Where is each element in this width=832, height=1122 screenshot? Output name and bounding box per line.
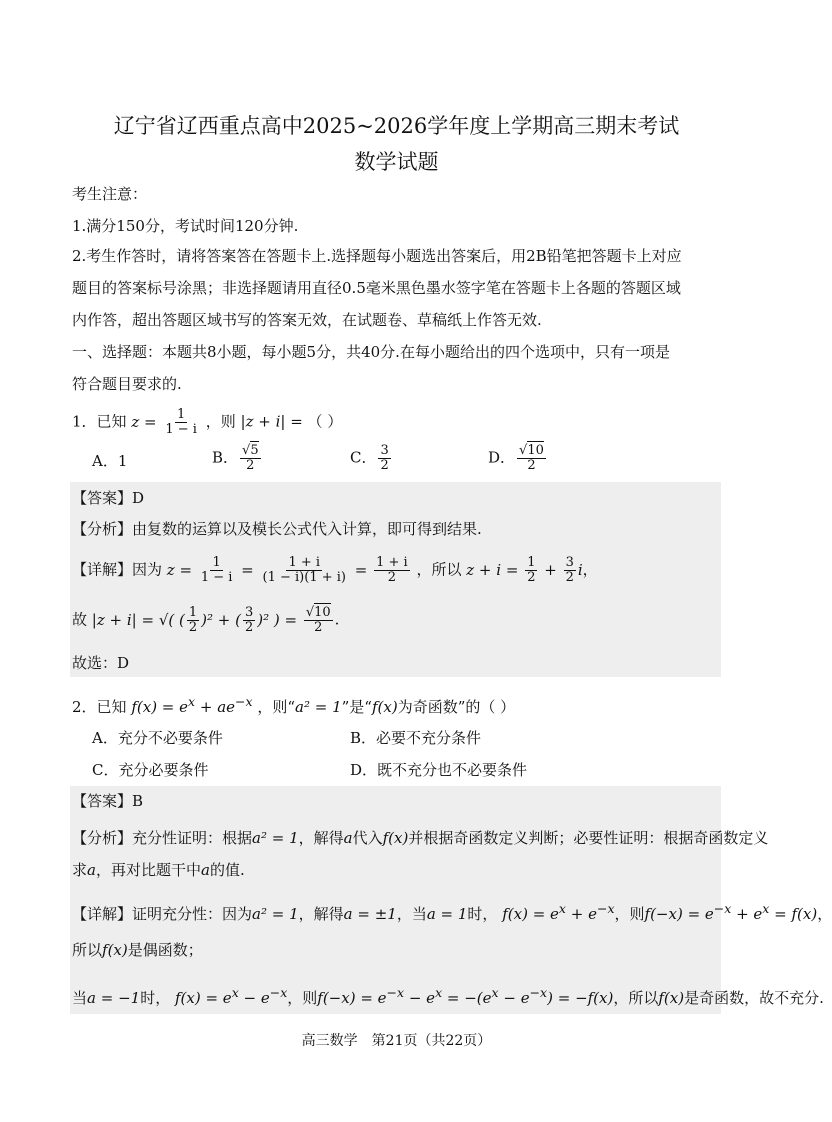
notice-item-2-line-2: 题目的答案标号涂黑；非选择题请用直径0.5毫米黑色墨水签字笔在答题卡上各题的答题区域: [72, 279, 681, 297]
q1-stem-suffix: （ ）: [307, 412, 343, 431]
q1-stem-mid: ，则: [205, 412, 236, 431]
q1-answer: 【答案】D: [72, 489, 145, 507]
page-footer: 高三数学 第21页（共22页）: [301, 1033, 492, 1049]
q1-z-formula: z = $\frac{1}{1 - i}$: [131, 407, 197, 437]
q1-conclusion: 故选：D: [72, 654, 130, 672]
section-heading-line-1: 一、选择题：本题共8小题，每小题5分，共40分.在每小题给出的四个选项中，只有一项是: [72, 343, 670, 361]
q2-detail-line-1: 【详解】证明充分性：因为a² = 1，解得a = ±1，当a = 1时， $f(x) = e^x + e^{-x}$，则$f(-x) = e^{-x} + e^x = f(x)$，: [72, 901, 832, 923]
q1-modulus-expr: |z + i| =: [240, 412, 303, 431]
q1-stem-prefix: 1．已知: [72, 412, 127, 431]
q1-option-b: B． $\frac{√5}{2}$: [212, 443, 259, 473]
notice-item-1: 1.满分150分，考试时间120分钟.: [72, 217, 299, 235]
q1-detail-line-1: 【详解】因为 z = $\frac{1}{1 - i}$ = $\frac{1 + i}{(1 - i)(1 + i)}$ = $\frac{1 + i}{2}$ ，所以 z + i = $\frac{1}{2}$ + $\frac{3}{2}$ i，: [72, 555, 598, 585]
q2-option-c: C．充分必要条件: [92, 761, 209, 779]
q1-analysis: 【分析】由复数的运算以及模长公式代入计算，即可得到结果.: [72, 520, 482, 538]
q2-option-b: B．必要不充分条件: [350, 729, 482, 747]
q2-detail-line-3: 当a = −1时， $f(x) = e^x - e^{-x}$，则$f(-x) = e^{-x} - e^x = -(e^x - e^{-x}) = -f(x)$，所以f(x)是奇函数，故不充分.: [72, 985, 824, 1007]
exam-subtitle: 数学试题: [354, 150, 439, 174]
q1-option-d: D． $\frac{√10}{2}$: [488, 443, 544, 473]
section-heading-line-2: 符合题目要求的.: [72, 375, 182, 393]
q2-detail-line-2: 所以f(x)是偶函数；: [72, 941, 203, 959]
notice-item-2-line-1: 2.考生作答时，请将答案答在答题卡上.选择题每小题选出答案后，用2B铅笔把答题卡上对应: [72, 247, 682, 265]
notice-heading: 考生注意：: [72, 185, 148, 203]
exam-title: 辽宁省辽西重点高中2025~2026学年度上学期高三期末考试: [113, 114, 680, 138]
q1-detail-line-2: 故 |z + i| = √( ( $\frac{1}{2}$ )² + ( $\frac{3}{2}$ )² ) = $\frac{√10}{2}$ .: [72, 605, 340, 635]
q2-answer: 【答案】B: [72, 792, 144, 810]
notice-item-2-line-3: 内作答，超出答题区域书写的答案无效，在试题卷、草稿纸上作答无效.: [72, 311, 542, 329]
q2-option-d: D．既不充分也不必要条件: [350, 761, 528, 779]
q2-analysis-line-2: 求a，再对比题干中a的值.: [72, 861, 245, 879]
q1-option-c: C． $\frac{3}{2}$: [350, 443, 389, 473]
q1-option-a: A．1: [92, 452, 128, 470]
q2-option-a: A．充分不必要条件: [92, 729, 223, 747]
question-1-stem: [72, 408, 342, 437]
q2-analysis-line-1: 【分析】充分性证明：根据a² = 1，解得a代入f(x)并根据奇函数定义判断；必要性证明：根据奇函数定义: [72, 829, 769, 847]
question-2-stem: 2．已知 $f(x) = e^x + ae^{-x}$ ，则“a² = 1”是“f(x)为奇函数”的（ ）: [72, 694, 516, 716]
